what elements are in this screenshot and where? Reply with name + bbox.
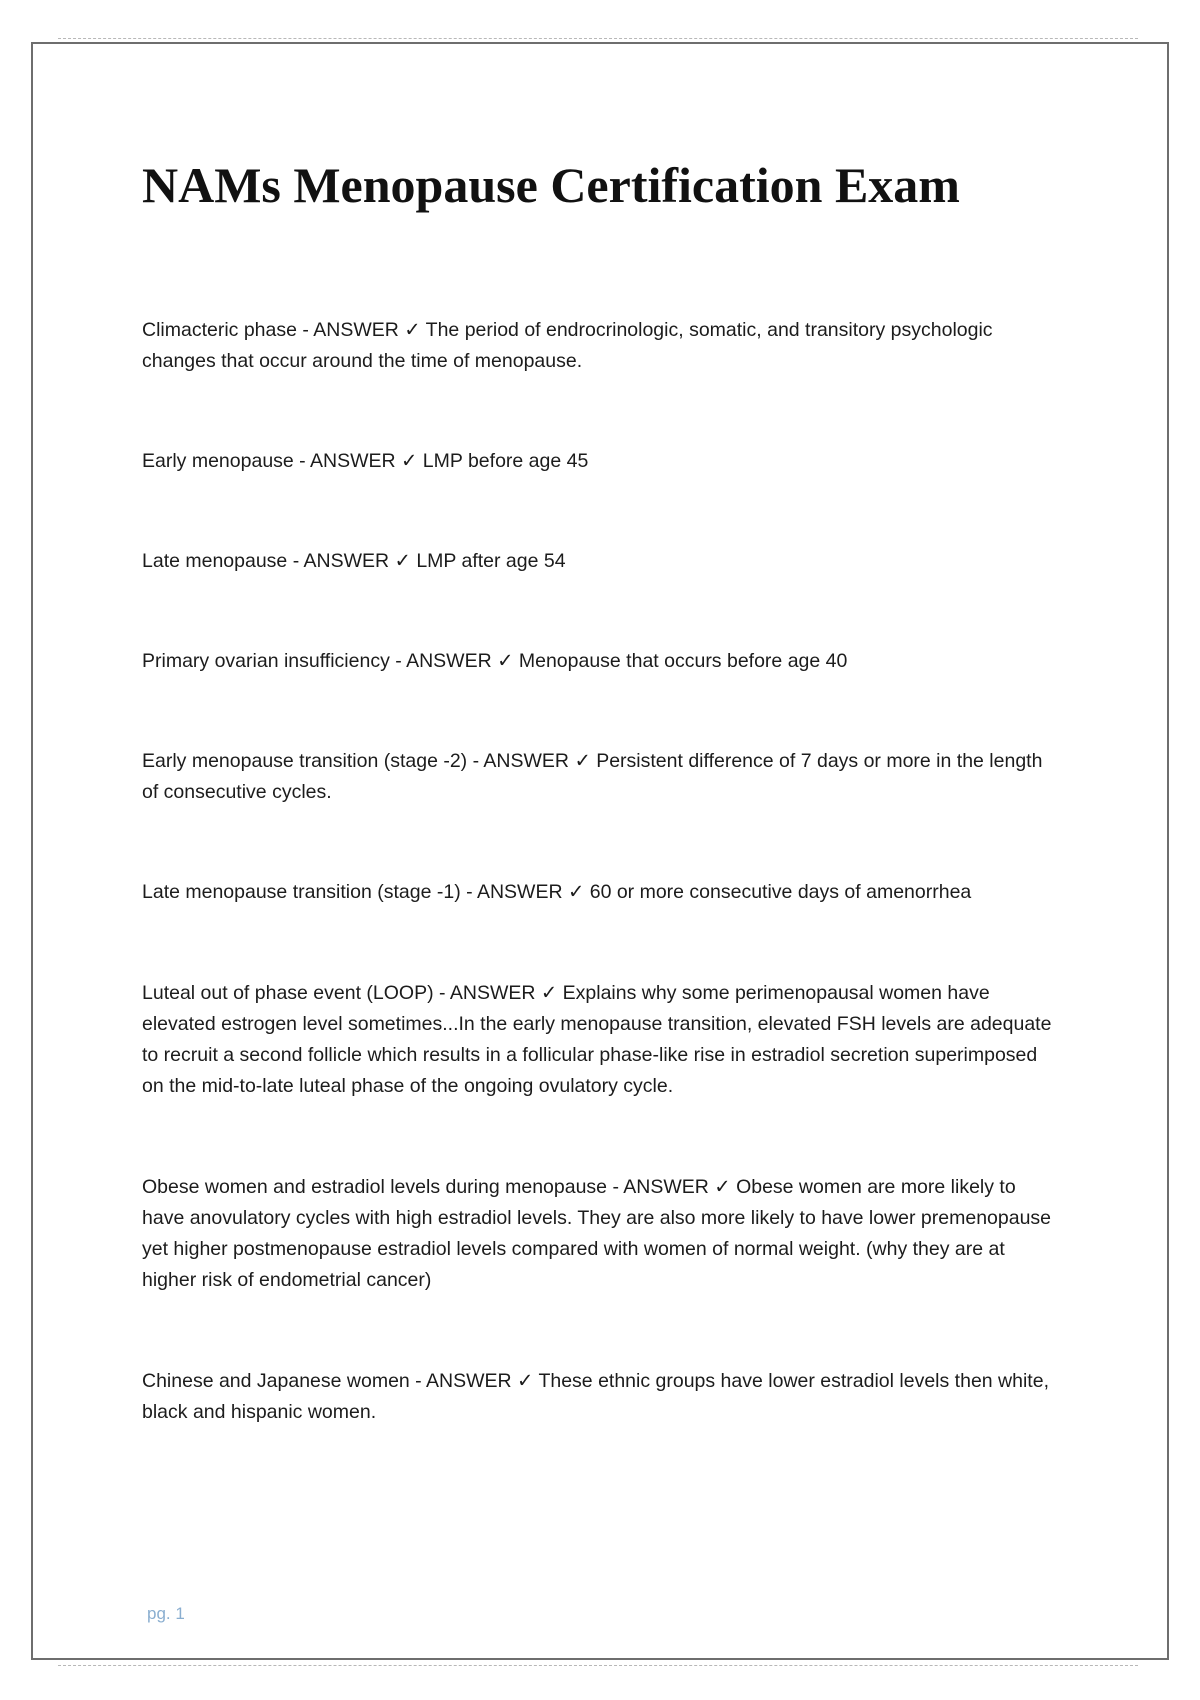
qa-term: Primary ovarian insufficiency: [142, 650, 390, 672]
qa-item: [142, 876, 1062, 908]
qa-answer: 60 or more consecutive days of amenorrhea: [589, 881, 972, 903]
qa-item: [142, 445, 1062, 477]
check-icon: ✓: [540, 981, 558, 1004]
qa-term: Luteal out of phase event (LOOP): [142, 982, 434, 1004]
qa-answer: Explains why some perimenopausal women have elevated estrogen level sometimes...In the early menopause transition, elevated FSH levels are adequate to recruit a second follicle which results in a follicular phase-like rise in estradiol secretion superimposed on the mid-to-late luteal phase of the ongoing ovulatory cycle.: [142, 982, 1052, 1097]
qa-term: Early menopause: [142, 450, 294, 472]
answer-separator: - ANSWER: [467, 750, 575, 772]
answer-separator: - ANSWER: [607, 1176, 715, 1198]
qa-item: [142, 1365, 1062, 1428]
check-icon: ✓: [394, 549, 411, 572]
answer-separator: - ANSWER: [460, 881, 568, 903]
check-icon: ✓: [497, 649, 514, 672]
qa-term: Obese women and estradiol levels during menopause: [142, 1176, 608, 1198]
qa-term: Late menopause transition (stage -1): [142, 881, 461, 903]
document-title: NAMs Menopause Certification Exam: [142, 157, 960, 213]
page-bottom-edge: [58, 1665, 1138, 1666]
qa-item: [142, 745, 1062, 808]
qa-answer: These ethnic groups have lower estradiol levels then white, black and hispanic women.: [142, 1370, 1049, 1423]
answer-separator: - ANSWER: [296, 319, 405, 341]
answer-separator: - ANSWER: [287, 550, 395, 572]
qa-term: Chinese and Japanese women: [142, 1370, 410, 1392]
qa-item: [142, 645, 1062, 677]
qa-answer: Menopause that occurs before age 40: [518, 650, 848, 672]
page-number: pg. 1: [147, 1604, 185, 1623]
qa-item: [142, 314, 1062, 377]
answer-separator: - ANSWER: [409, 1370, 518, 1392]
check-icon: ✓: [574, 749, 591, 772]
check-icon: ✓: [517, 1369, 534, 1392]
check-icon: ✓: [401, 449, 418, 472]
answer-separator: - ANSWER: [433, 982, 541, 1004]
qa-term: Climacteric phase: [142, 319, 297, 341]
qa-answer: Obese women are more likely to have anovulatory cycles with high estradiol levels. They are also more likely to have lower premenopause yet higher postmenopause estradiol levels compared with women of normal weight. (why they are at higher risk of endometrial cancer): [142, 1176, 1052, 1291]
check-icon: ✓: [404, 318, 421, 341]
qa-answer: Persistent difference of 7 days or more in the length of consecutive cycles.: [142, 750, 1043, 803]
qa-term: Late menopause: [142, 550, 288, 572]
qa-term: Early menopause transition (stage -2): [142, 750, 468, 772]
qa-item: [142, 545, 1062, 577]
check-icon: ✓: [567, 880, 585, 903]
qa-item: [142, 977, 1062, 1102]
qa-answer: LMP before age 45: [422, 450, 589, 472]
qa-item: [142, 1171, 1062, 1296]
answer-separator: - ANSWER: [293, 450, 402, 472]
qa-answer: The period of endrocrinologic, somatic, and transitory psychologic changes that occur around the time of menopause.: [142, 319, 993, 372]
page-top-edge: [58, 38, 1138, 39]
answer-separator: - ANSWER: [389, 650, 498, 672]
qa-answer: LMP after age 54: [416, 550, 566, 572]
check-icon: ✓: [714, 1175, 731, 1198]
